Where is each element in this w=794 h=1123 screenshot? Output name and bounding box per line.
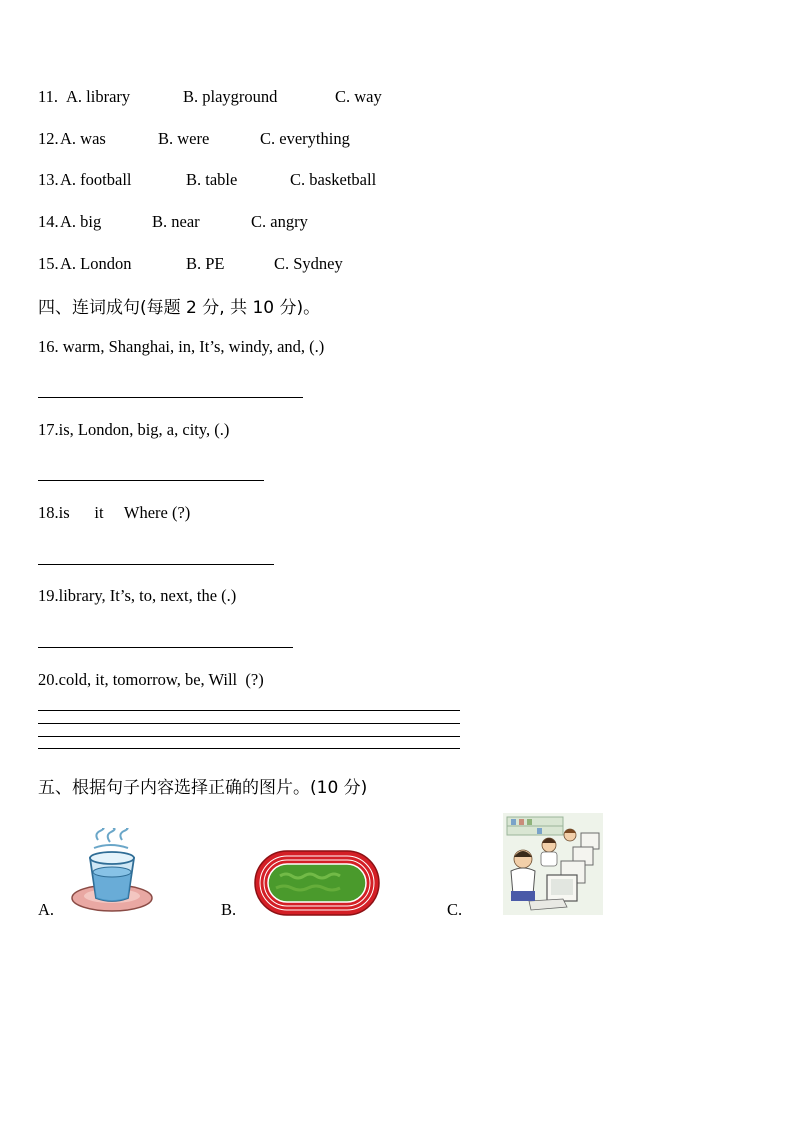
answer-line[interactable] bbox=[38, 564, 274, 565]
question-15 bbox=[38, 254, 343, 274]
question-text: is it Where (?) bbox=[58, 503, 191, 522]
option-c: C. everything bbox=[260, 129, 350, 148]
question-number: 13. bbox=[38, 170, 59, 189]
question-text: library, It’s, to, next, the (.) bbox=[58, 586, 237, 605]
question-number: 11. bbox=[38, 87, 59, 106]
question-number: 20. bbox=[38, 670, 59, 689]
question-20 bbox=[38, 670, 264, 690]
answer-line[interactable] bbox=[38, 736, 460, 737]
question-18 bbox=[38, 503, 190, 523]
option-a: A. football bbox=[60, 170, 132, 189]
option-a: A. was bbox=[60, 129, 106, 148]
question-number: 18. bbox=[38, 503, 59, 522]
answer-line[interactable] bbox=[38, 397, 303, 398]
option-b: B. were bbox=[158, 129, 210, 148]
picture-label-b: B. bbox=[221, 900, 237, 919]
question-13 bbox=[38, 170, 377, 190]
running-track-icon bbox=[254, 850, 380, 921]
option-c: C. basketball bbox=[290, 170, 377, 189]
option-c: C. way bbox=[335, 87, 382, 106]
option-c: C. angry bbox=[251, 212, 308, 231]
question-number: 17. bbox=[38, 420, 59, 439]
question-16 bbox=[38, 337, 324, 357]
question-12 bbox=[38, 129, 350, 149]
option-b: B. playground bbox=[183, 87, 278, 106]
option-a: A. London bbox=[60, 254, 132, 273]
question-17 bbox=[38, 420, 229, 440]
answer-line[interactable] bbox=[38, 480, 264, 481]
option-a: A. big bbox=[60, 212, 102, 231]
computer-room-icon bbox=[503, 813, 603, 920]
question-14 bbox=[38, 212, 308, 232]
question-11 bbox=[38, 87, 382, 107]
question-19 bbox=[38, 586, 236, 606]
option-b: B. table bbox=[186, 170, 238, 189]
option-a: A. library bbox=[66, 87, 131, 106]
answer-line[interactable] bbox=[38, 647, 293, 648]
question-number: 19. bbox=[38, 586, 59, 605]
question-number: 15. bbox=[38, 254, 59, 273]
question-number: 12. bbox=[38, 129, 59, 148]
picture-label-c: C. bbox=[447, 900, 463, 919]
glass-of-water-icon bbox=[70, 828, 154, 919]
answer-line[interactable] bbox=[38, 723, 460, 724]
option-b: B. PE bbox=[186, 254, 225, 273]
answer-line[interactable] bbox=[38, 748, 460, 749]
option-b: B. near bbox=[152, 212, 200, 231]
answer-line[interactable] bbox=[38, 710, 460, 711]
section-5-title: 五、根据句子内容选择正确的图片。(10 分) bbox=[38, 778, 368, 798]
question-number: 14. bbox=[38, 212, 59, 231]
question-text: warm, Shanghai, in, It’s, windy, and, (.) bbox=[62, 337, 325, 356]
question-text: is, London, big, a, city, (.) bbox=[58, 420, 230, 439]
question-number: 16. bbox=[38, 337, 59, 356]
picture-label-a: A. bbox=[38, 900, 55, 919]
section-4-title: 四、连词成句(每题 2 分, 共 10 分)。 bbox=[38, 298, 321, 318]
question-text: cold, it, tomorrow, be, Will (?) bbox=[58, 670, 264, 689]
option-c: C. Sydney bbox=[274, 254, 343, 273]
